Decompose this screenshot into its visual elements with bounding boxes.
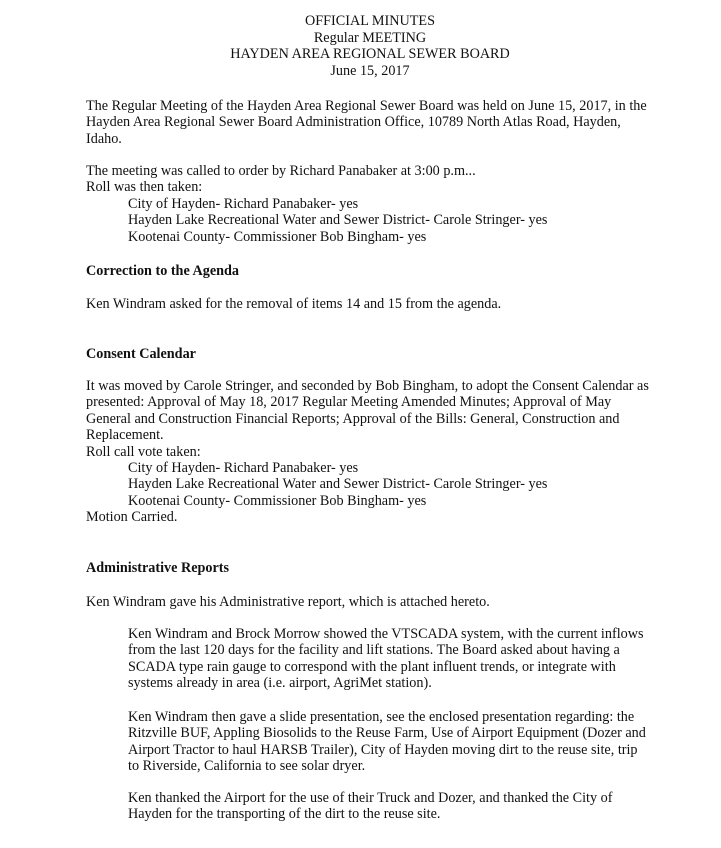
admin-paragraph-thanks	[128, 790, 668, 823]
correction-text: Ken Windram asked for the removal of items 14 and 15 from the agenda.	[86, 296, 502, 312]
text-line: It was moved by Carole Stringer, and seconded by Bob Bingham, to adopt the Consent Calendar as	[86, 378, 649, 394]
call-to-order	[86, 163, 686, 245]
header-meeting-type: Regular MEETING	[313, 29, 427, 46]
header-date: June 15, 2017	[330, 62, 410, 79]
text-line: Airport Tractor to haul HARSB Trailer), City of Hayden moving dirt to the reuse site, trip	[128, 741, 638, 758]
text-line: The meeting was called to order by Richard Panabaker at 3:00 p.m...	[86, 163, 476, 179]
text-line: systems already in area (i.e. airport, AgriMet station).	[128, 675, 432, 692]
text-line: Ken Windram then gave a slide presentation, see the enclosed presentation regarding: the	[128, 709, 635, 725]
roll-entry: Kootenai County- Commissioner Bob Bingham- yes	[128, 228, 427, 245]
text-line: Hayden Area Regional Sewer Board Administration Office, 10789 North Atlas Road, Hayden,	[86, 114, 621, 131]
header-board-name: HAYDEN AREA REGIONAL SEWER BOARD	[230, 46, 510, 62]
roll-entry: City of Hayden- Richard Panabaker- yes	[128, 460, 359, 477]
motion-result: Motion Carried.	[86, 509, 178, 526]
text-line: Ritzville BUF, Appling Biosolids to the Reuse Farm, Use of Airport Equipment (Dozer and	[128, 725, 646, 742]
text-line: Replacement.	[86, 427, 164, 444]
text-line: Roll was then taken:	[86, 179, 203, 196]
text-line: Roll call vote taken:	[86, 443, 201, 460]
text-line: presented: Approval of May 18, 2017 Regular Meeting Amended Minutes; Approval of May	[86, 394, 612, 411]
section-heading-correction: Correction to the Agenda	[86, 263, 240, 279]
roll-entry: Hayden Lake Recreational Water and Sewer District- Carole Stringer- yes	[128, 476, 548, 493]
document-header	[0, 13, 721, 79]
text-line: from the last 120 days for the facility and lift stations. The Board asked about having a	[128, 642, 620, 659]
roll-entry: Kootenai County- Commissioner Bob Bingham- yes	[128, 492, 427, 509]
text-line: Hayden for the transporting of the dirt to the reuse site.	[128, 806, 441, 823]
text-line: SCADA type rain gauge to correspond with the plant influent trends, or integrate with	[128, 658, 616, 675]
admin-paragraph-vtscada	[128, 626, 668, 692]
section-heading-admin: Administrative Reports	[86, 560, 230, 576]
admin-paragraph-presentation	[128, 709, 668, 775]
text-line: Ken thanked the Airport for the use of their Truck and Dozer, and thanked the City of	[128, 790, 613, 806]
text-line: The Regular Meeting of the Hayden Area Regional Sewer Board was held on June 15, 2017, in the	[86, 98, 647, 114]
consent-paragraph	[86, 378, 686, 526]
admin-text: Ken Windram gave his Administrative report, which is attached hereto.	[86, 594, 490, 610]
text-line: Idaho.	[86, 130, 122, 147]
text-line: General and Construction Financial Reports; Approval of the Bills: General, Construction and	[86, 410, 620, 427]
section-heading-consent: Consent Calendar	[86, 346, 196, 362]
text-line: Ken Windram and Brock Morrow showed the VTSCADA system, with the current inflows	[128, 626, 644, 642]
header-title: OFFICIAL MINUTES	[305, 13, 435, 29]
roll-entry: City of Hayden- Richard Panabaker- yes	[128, 195, 359, 212]
roll-entry: Hayden Lake Recreational Water and Sewer District- Carole Stringer- yes	[128, 212, 548, 229]
intro-paragraph	[86, 98, 686, 147]
text-line: to Riverside, California to see solar dryer.	[128, 758, 366, 775]
